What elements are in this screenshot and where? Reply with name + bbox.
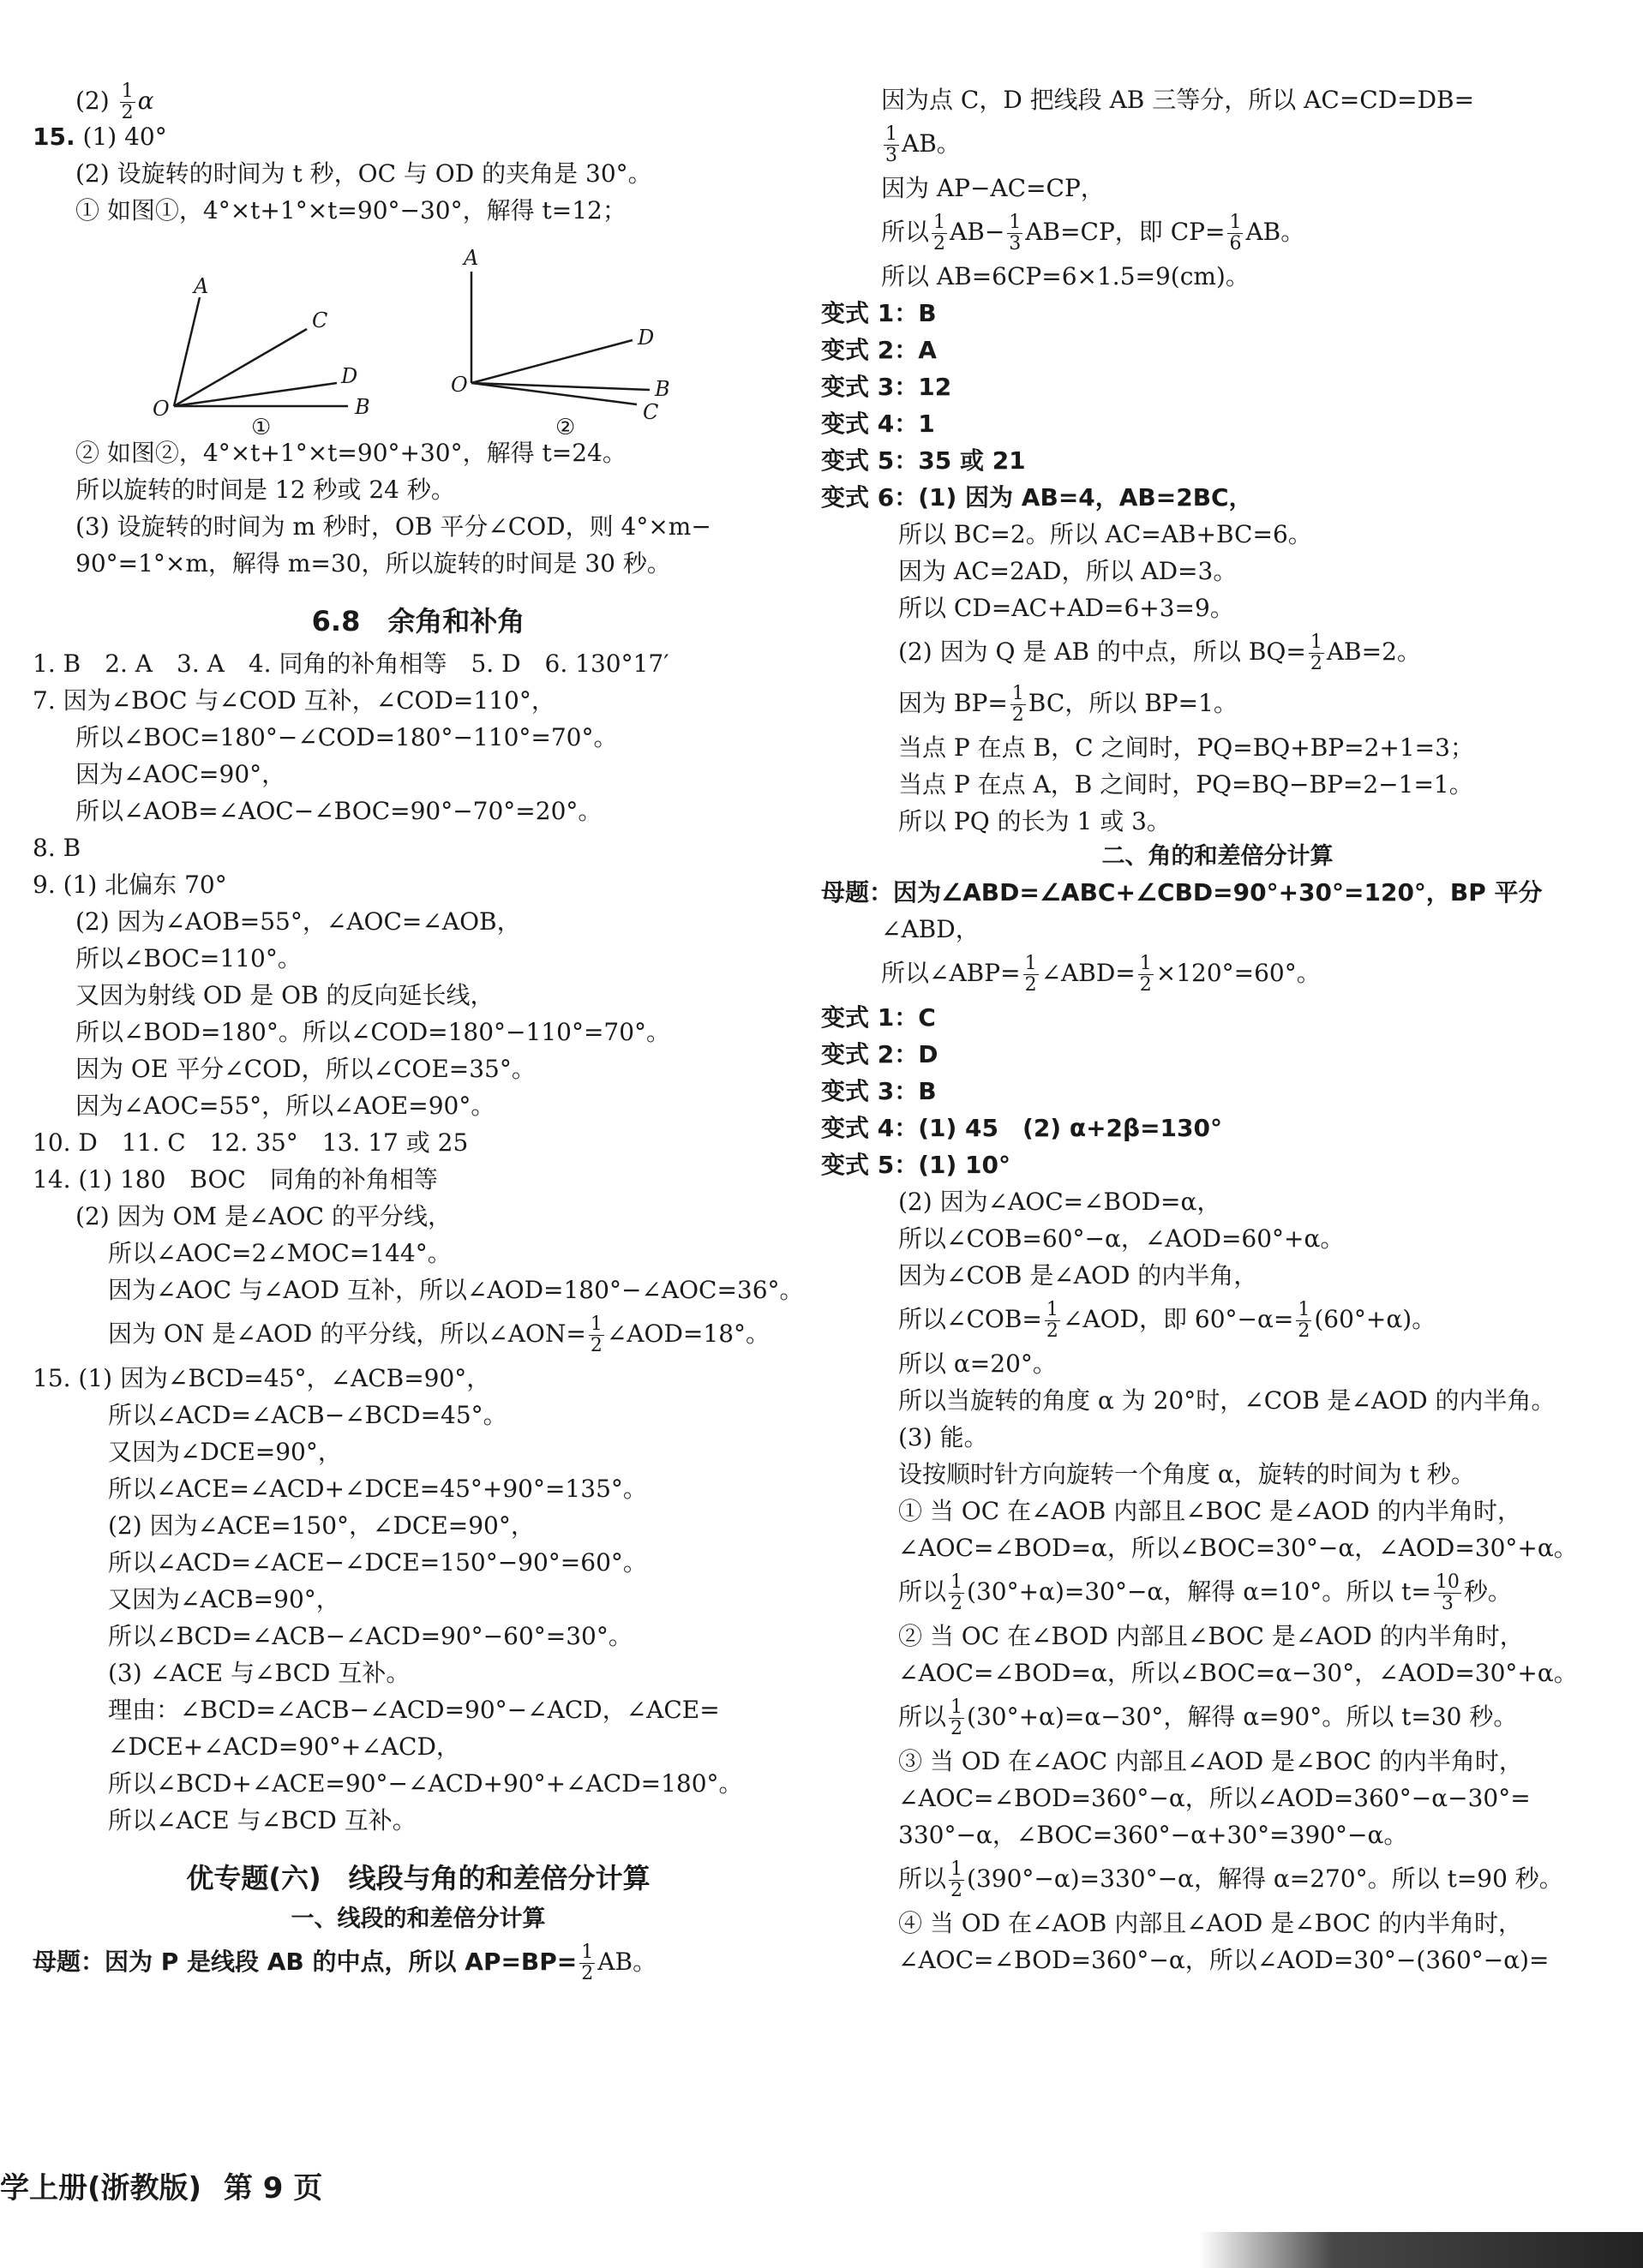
fraction: $\frac{1}{2}$ [581, 1942, 594, 1984]
line: 所以 BC=2。所以 AC=AB+BC=6。 [898, 520, 1312, 548]
line: ∠AOC=∠BOD=360°−α，所以∠AOD=360°−α−30°= [898, 1784, 1531, 1812]
line: 所以 AB=6CP=6×1.5=9(cm)。 [881, 262, 1250, 290]
section-title: 优专题(六) 线段与角的和差倍分计算 [186, 1862, 651, 1894]
line: 15. (1) 因为∠BCD=45°，∠ACB=90°， [33, 1364, 491, 1392]
line: 因为∠COB 是∠AOD 的内半角， [898, 1261, 1258, 1290]
line: 所以∠BOD=180°。所以∠COD=180°−110°=70°。 [75, 1018, 671, 1046]
line: 所以∠BOC=180°−∠COD=180°−110°=70°。 [75, 723, 618, 751]
line: 因为 BP= $\frac{1}{2}$ BC，所以 BP=1。 [898, 683, 1238, 726]
line: 1. B 2. A 3. A 4. 同角的补角相等 5. D 6. 130°17′ [33, 649, 669, 678]
line: ∠ABD， [881, 915, 980, 943]
line: 所以 $\frac{1}{2}$ AB− $\frac{1}{3}$ AB=CP，即 CP= $\frac{1}{6}$ AB。 [881, 212, 1305, 254]
line: (2) 因为∠AOB=55°，∠AOC=∠AOB， [75, 907, 521, 936]
line: 母题：因为 P 是线段 AB 的中点，所以 AP=BP= $\frac{1}{2}$ AB。 [33, 1942, 657, 1984]
line: (2) 设旋转的时间为 t 秒，OC 与 OD 的夹角是 30°。 [75, 159, 652, 188]
line: 因为 OE 平分∠COD，所以∠COE=35°。 [75, 1055, 536, 1083]
line: 所以∠ABP= $\frac{1}{2}$ ∠ABD= $\frac{1}{2}$ ×120°=60°。 [881, 953, 1321, 996]
fraction: $\frac{1}{2}$ [933, 212, 946, 254]
fraction: $\frac{1}{2}$ [1139, 953, 1152, 996]
line: (2) 因为∠ACE=150°，∠DCE=90°， [108, 1511, 535, 1540]
line: 所以∠AOC=2∠MOC=144°。 [108, 1239, 452, 1267]
line: 当点 P 在点 A，B 之间时，PQ=BQ−BP=2−1=1。 [898, 770, 1473, 799]
line: 又因为∠ACB=90°， [108, 1585, 340, 1613]
line: 因为∠AOC 与∠AOD 互补，所以∠AOD=180°−∠AOC=36°。 [108, 1276, 804, 1304]
line: 所以 $\frac{1}{2}$ (30°+α)=30°−α，解得 α=10°。所以 t= $\frac{10}{3}$ 秒。 [898, 1571, 1512, 1614]
line: $\frac{1}{3}$ AB。 [885, 123, 961, 166]
line: 所以当旋转的角度 α 为 20°时，∠COB 是∠AOD 的内半角。 [898, 1386, 1556, 1415]
line: 所以 PQ 的长为 1 或 3。 [898, 807, 1171, 835]
fraction: $\frac{1}{2}$ [1024, 953, 1037, 996]
label-b-2: B [655, 377, 670, 401]
line: 变式 6：(1) 因为 AB=4，AB=2BC， [821, 483, 1253, 512]
line: 所以 $\frac{1}{2}$ (390°−α)=330°−α，解得 α=270°。所以 t=90 秒。 [898, 1858, 1563, 1901]
line: 所以 $\frac{1}{2}$ (30°+α)=α−30°，解得 α=90°。所以 t=30 秒。 [898, 1697, 1518, 1739]
line: 所以∠BOC=110°。 [75, 944, 302, 972]
line: ④ 当 OD 在∠AOB 内部且∠AOD 是∠BOC 的内半角时， [898, 1909, 1523, 1937]
figure-caption-1: ① [251, 415, 272, 434]
label-o-2: O [451, 373, 468, 397]
subsection-title: 一、线段的和差倍分计算 [291, 1906, 546, 1932]
line: (3) ∠ACE 与∠BCD 互补。 [108, 1659, 411, 1687]
left-column [33, 81, 804, 1988]
line: 所以∠COB= $\frac{1}{2}$ ∠AOD，即 60°−α= $\frac{1}{2}$ (60°+α)。 [898, 1299, 1436, 1342]
fraction: $\frac{1}{3}$ [885, 123, 897, 166]
fraction: $\frac{1}{2}$ [950, 1571, 963, 1614]
fraction: $\frac{1}{6}$ [1229, 212, 1242, 254]
line: (3) 能。 [898, 1423, 988, 1451]
page-edge-shadow [1200, 2232, 1643, 2268]
fraction: $\frac{1}{2}$ [1298, 1299, 1310, 1342]
label-d-1: D [341, 364, 358, 388]
ray-od-2 [471, 340, 633, 383]
line: 8. B [33, 834, 81, 862]
label-b-1: B [355, 395, 370, 419]
line: (2) 因为∠AOC=∠BOD=α， [898, 1188, 1221, 1216]
line: 因为 ON 是∠AOD 的平分线，所以∠AON= $\frac{1}{2}$ ∠AOD=18°。 [108, 1314, 771, 1356]
line: 所以 α=20°。 [898, 1349, 1057, 1378]
label-a-1: A [194, 274, 209, 298]
label-c-2: C [643, 400, 659, 424]
line: 所以 CD=AC+AD=6+3=9。 [898, 594, 1234, 622]
subsection-title: 二、角的和差倍分计算 [1101, 843, 1334, 870]
book-title: 学上册(浙教版) [0, 2171, 202, 2205]
line: 因为 AP−AC=CP， [881, 174, 1105, 202]
line: ③ 当 OD 在∠AOC 内部且∠AOD 是∠BOC 的内半角时， [898, 1747, 1523, 1775]
figure-caption-2: ② [555, 415, 576, 434]
line: (2) 因为 OM 是∠AOC 的平分线， [75, 1202, 452, 1230]
line: 又因为射线 OD 是 OB 的反向延长线， [75, 981, 495, 1009]
line: 14. (1) 180 BOC 同角的补角相等 [33, 1165, 438, 1194]
line: 所以∠BCD=∠ACB−∠ACD=90°−60°=30°。 [108, 1622, 633, 1650]
line: 所以∠AOB=∠AOC−∠BOC=90°−70°=20°。 [75, 797, 603, 825]
line: 所以∠COB=60°−α，∠AOD=60°+α。 [898, 1224, 1345, 1253]
figure-diagrams [33, 229, 804, 434]
line: 90°=1°×m，解得 m=30，所以旋转的时间是 30 秒。 [75, 549, 671, 577]
line: ① 如图①，4°×t+1°×t=90°−30°，解得 t=12； [75, 196, 627, 224]
line: 所以∠ACD=∠ACB−∠BCD=45°。 [108, 1401, 507, 1429]
line: 变式 1：C [821, 1003, 936, 1032]
fraction: $\frac{1}{2}$ [1310, 631, 1322, 674]
label-d-2: D [638, 326, 655, 350]
line: 变式 4：1 [821, 410, 935, 438]
right-column [821, 81, 1614, 1978]
label-a-2: A [464, 246, 479, 270]
section-title: 6.8 余角和补角 [311, 605, 525, 637]
fraction: $\frac{1}{2}$ [590, 1314, 603, 1356]
line: 因为∠AOC=90°， [75, 760, 286, 788]
line: (2) $\frac{1}{2}$ α [75, 81, 154, 123]
fraction: $\frac{10}{3}$ [1435, 1571, 1460, 1614]
line: 15. (1) 40° [33, 123, 167, 151]
line: 所以旋转的时间是 12 秒或 24 秒。 [75, 476, 455, 504]
line: 变式 2：D [821, 1040, 938, 1068]
line: 9. (1) 北偏东 70° [33, 871, 227, 899]
line: (2) 因为 Q 是 AB 的中点，所以 BQ= $\frac{1}{2}$ AB=2。 [898, 631, 1421, 674]
line: 7. 因为∠BOC 与∠COD 互补，∠COD=110°， [33, 686, 555, 715]
line: 变式 3：12 [821, 373, 952, 401]
fraction: $\frac{1}{2}$ [121, 81, 134, 123]
line: 理由：∠BCD=∠ACB−∠ACD=90°−∠ACD，∠ACE= [108, 1696, 720, 1724]
line: ② 当 OC 在∠BOD 内部且∠BOC 是∠AOD 的内半角时， [898, 1622, 1524, 1650]
angle-figures [33, 229, 804, 434]
ray-od-1 [174, 383, 337, 406]
line: 10. D 11. C 12. 35° 13. 17 或 25 [33, 1128, 469, 1157]
fraction: $\frac{1}{2}$ [950, 1697, 963, 1739]
page-footer [0, 2164, 334, 2206]
line: ∠AOC=∠BOD=α，所以∠BOC=30°−α，∠AOD=30°+α。 [898, 1534, 1578, 1562]
line: 设按顺时针方向旋转一个角度 α，旋转的时间为 t 秒。 [898, 1460, 1475, 1488]
line: 变式 3：B [821, 1077, 937, 1105]
page-number: 第 9 页 [223, 2171, 323, 2205]
line: ∠AOC=∠BOD=360°−α，所以∠AOD=30°−(360°−α)= [898, 1946, 1550, 1974]
line: 330°−α，∠BOC=360°−α+30°=390°−α。 [898, 1821, 1408, 1849]
label-c-1: C [312, 308, 328, 332]
line: (3) 设旋转的时间为 m 秒时，OB 平分∠COD，则 4°×m− [75, 512, 711, 541]
line: 当点 P 在点 B，C 之间时，PQ=BQ+BP=2+1=3； [898, 733, 1474, 762]
fraction: $\frac{1}{2}$ [950, 1858, 963, 1901]
line: ∠AOC=∠BOD=α，所以∠BOC=α−30°，∠AOD=30°+α。 [898, 1659, 1578, 1687]
line: 因为 AC=2AD，所以 AD=3。 [898, 557, 1238, 585]
ray-oc-1 [174, 329, 307, 406]
label-o-1: O [153, 397, 170, 421]
ray-oa-1 [174, 297, 200, 406]
line: 又因为∠DCE=90°， [108, 1438, 342, 1466]
fraction: $\frac{1}{2}$ [1046, 1299, 1058, 1342]
line: 变式 5：35 或 21 [821, 446, 1026, 475]
line: 变式 4：(1) 45 (2) α+2β=130° [821, 1114, 1222, 1142]
fraction: $\frac{1}{2}$ [1011, 683, 1024, 726]
line: 所以∠BCD+∠ACE=90°−∠ACD+90°+∠ACD=180°。 [108, 1769, 743, 1798]
line: 变式 5：(1) 10° [821, 1151, 1011, 1179]
line: 所以∠ACE 与∠BCD 互补。 [108, 1806, 417, 1834]
line: ② 如图②，4°×t+1°×t=90°+30°，解得 t=24。 [75, 439, 627, 467]
line: 母题：因为∠ABD=∠ABC+∠CBD=90°+30°=120°，BP 平分 [821, 878, 1543, 907]
line: 因为∠AOC=55°，所以∠AOE=90°。 [75, 1092, 495, 1120]
line: ① 当 OC 在∠AOB 内部且∠BOC 是∠AOD 的内半角时， [898, 1497, 1522, 1525]
line: 所以∠ACE=∠ACD+∠DCE=45°+90°=135°。 [108, 1475, 647, 1503]
line: 变式 2：A [821, 336, 937, 364]
line: 所以∠ACD=∠ACE−∠DCE=150°−90°=60°。 [108, 1548, 647, 1577]
fraction: $\frac{1}{3}$ [1009, 212, 1022, 254]
line: ∠DCE+∠ACD=90°+∠ACD， [108, 1732, 460, 1761]
line: 因为点 C，D 把线段 AB 三等分，所以 AC=CD=DB= [881, 86, 1475, 114]
line: 变式 1：B [821, 299, 937, 327]
